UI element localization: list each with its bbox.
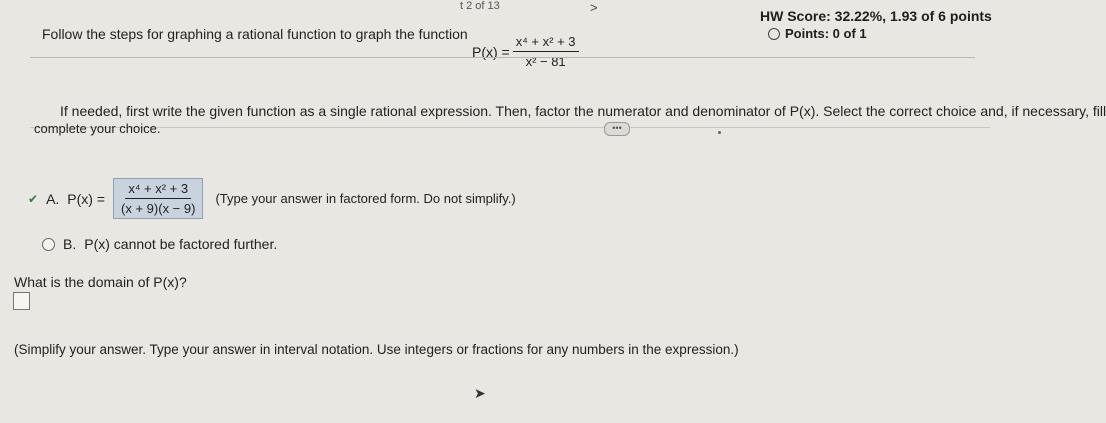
question-counter: t 2 of 13 (460, 0, 500, 12)
choice-a[interactable] (28, 178, 516, 219)
function-denominator: x² − 81 (525, 54, 566, 69)
function-name: P(x) = (472, 43, 510, 60)
points-circle-icon (768, 28, 780, 40)
question-prompt: Follow the steps for graphing a rational function to graph the function (42, 26, 468, 42)
domain-answer-input[interactable] (13, 292, 30, 310)
complete-choice-text: complete your choice. (34, 121, 161, 136)
check-icon: ✔ (28, 191, 39, 206)
hw-score: HW Score: 32.22%, 1.93 of 6 points (760, 8, 992, 24)
function-fraction (513, 34, 579, 69)
choice-a-func-name: P(x) = (67, 190, 106, 207)
next-question-arrow[interactable]: > (590, 0, 598, 15)
choice-a-numerator: x⁴ + x² + 3 (125, 181, 191, 199)
function-definition (472, 34, 579, 69)
choice-a-letter: A. (46, 190, 60, 207)
decorative-dot (718, 131, 721, 134)
function-numerator: x⁴ + x² + 3 (513, 34, 579, 52)
choice-b-letter: B. (63, 236, 77, 252)
choice-a-denominator: (x + 9)(x − 9) (121, 201, 196, 216)
choice-b-radio[interactable] (42, 238, 55, 251)
mouse-cursor-icon: ➤ (474, 385, 486, 401)
instruction-text: If needed, first write the given function as a single rational expression. Then, factor the numerator and denominator of P(x). Select the correct choice and, if necessary, fill (60, 103, 1106, 119)
section-divider (30, 127, 990, 128)
points-text: Points: 0 of 1 (785, 26, 867, 41)
section-divider (30, 57, 975, 58)
domain-instruction: (Simplify your answer. Type your answer in interval notation. Use integers or fractions for any numbers in the expression.) (14, 342, 739, 357)
choice-a-note: (Type your answer in factored form. Do not simplify.) (215, 191, 516, 206)
domain-question: What is the domain of P(x)? (14, 274, 187, 290)
choice-a-answer-box[interactable] (113, 178, 203, 219)
expand-more-button[interactable]: ••• (604, 122, 630, 136)
points-indicator (768, 26, 867, 41)
choice-b[interactable] (42, 236, 277, 252)
choice-b-text: P(x) cannot be factored further. (84, 236, 278, 252)
